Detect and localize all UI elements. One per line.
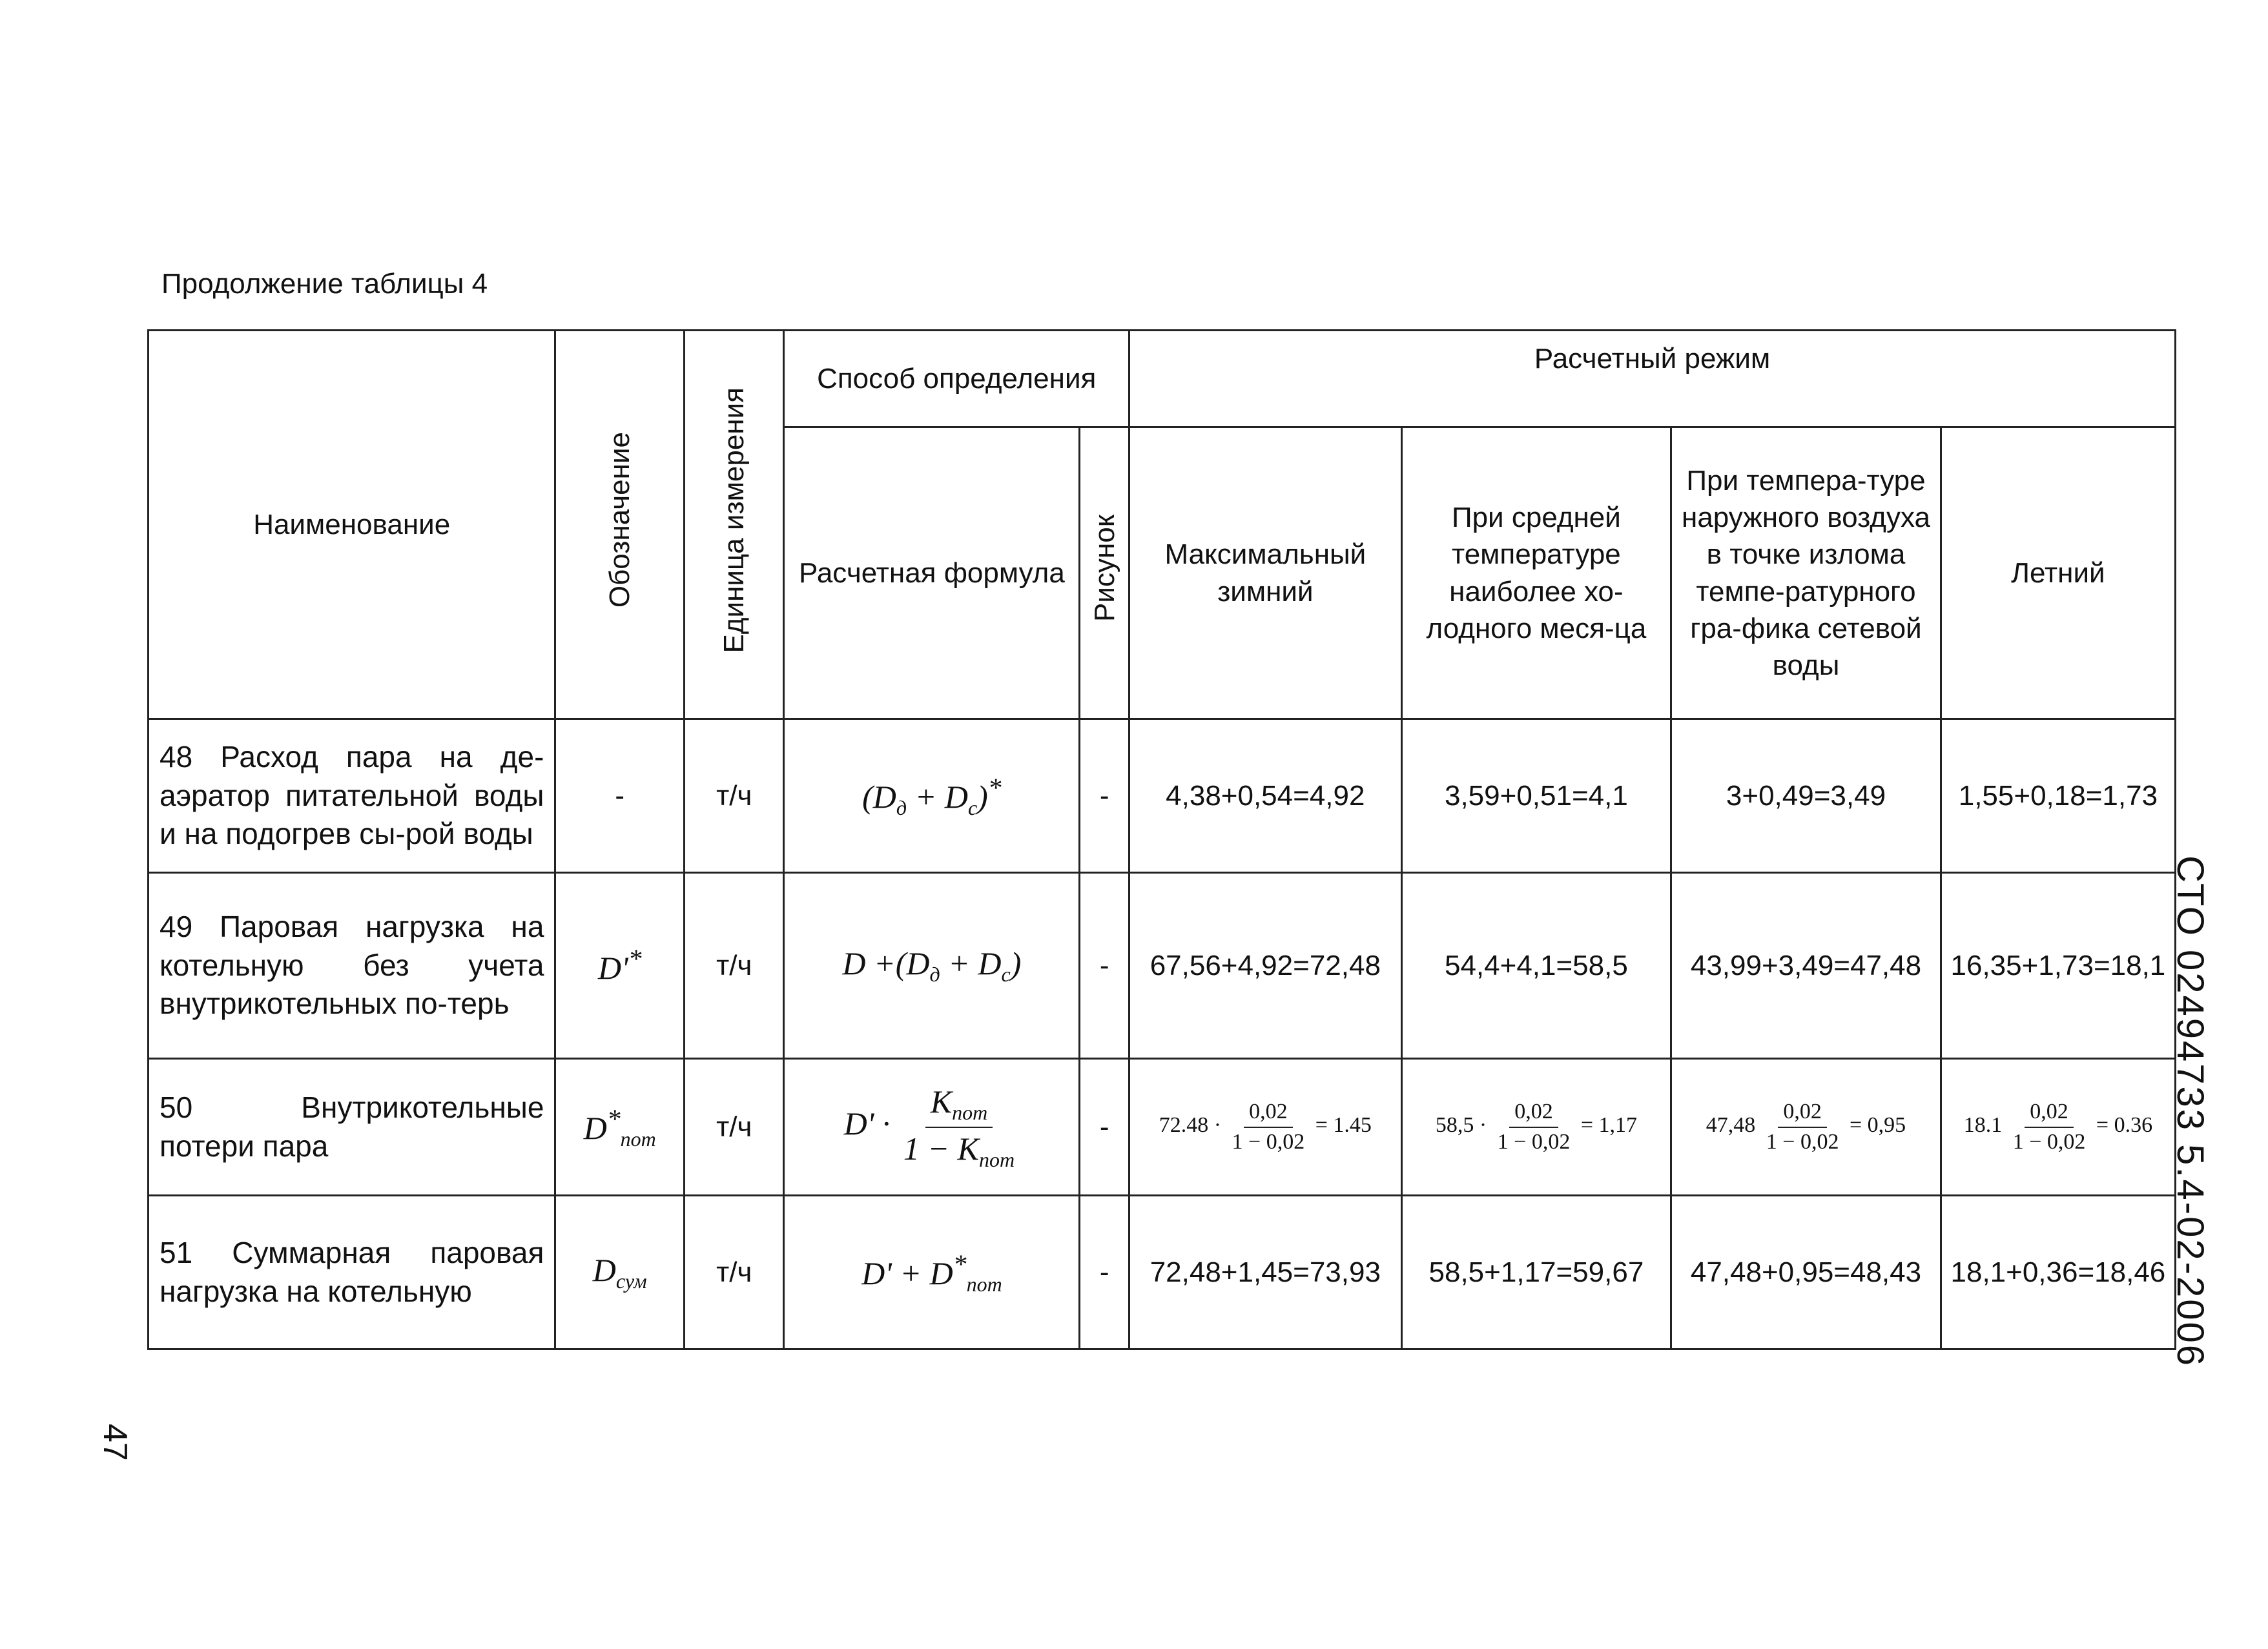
row-summer: 18.1 $\frac{0,02}{1 - 0,02}$ = 0.36: [1941, 1059, 2175, 1196]
header-unit: Единица измерения: [685, 331, 784, 719]
data-table: [147, 329, 2176, 1350]
header-break-point: При темпера-туре наружного воздуха в точке излома темпе-ратурного гра-фика сетевой воды: [1671, 427, 1941, 719]
row-name: 49 Паровая нагрузка на котельную без учета внутрикотельных по-терь: [149, 873, 555, 1059]
row-formula: D' · $\frac{K_{пот}}{1 - K_{пот}}$: [784, 1059, 1080, 1196]
row-designation: $D_{сум}$: [555, 1196, 685, 1349]
row-max-winter: 72,48+1,45=73,93: [1129, 1196, 1402, 1349]
table-row: [149, 719, 2176, 873]
row-break-point: 47,48 $\frac{0,02}{1 - 0,02}$ = 0,95: [1671, 1059, 1941, 1196]
row-cold-month: 3,59+0,51=4,1: [1401, 719, 1671, 873]
header-mode: Расчетный режим: [1129, 331, 2176, 427]
row-cold-month: 54,4+4,1=58,5: [1401, 873, 1671, 1059]
row-formula: $D +(D_д + D_c)$: [784, 873, 1080, 1059]
row-formula: $D' + D^*_{пот}$: [784, 1196, 1080, 1349]
row-break-point: 43,99+3,49=47,48: [1671, 873, 1941, 1059]
header-formula: Расчетная формула: [784, 427, 1080, 719]
row-designation: -: [555, 719, 685, 873]
row-cold-month: 58,5 · $\frac{0,02}{1 - 0,02}$ = 1,17: [1401, 1059, 1671, 1196]
page-number: 47: [96, 1424, 134, 1461]
row-name: 51 Суммарная паровая нагрузка на котельную: [149, 1196, 555, 1349]
row-summer: 16,35+1,73=18,1: [1941, 873, 2175, 1059]
header-cold-month: При средней температуре наиболее хо-лодного меся-ца: [1401, 427, 1671, 719]
table-caption: Продолжение таблицы 4: [161, 268, 488, 300]
row-designation: D'*: [555, 873, 685, 1059]
row-break-point: 3+0,49=3,49: [1671, 719, 1941, 873]
header-figure: Рисунок: [1080, 427, 1129, 719]
row-max-winter: 72.48 · $\frac{0,02}{1 - 0,02}$ = 1.45: [1129, 1059, 1402, 1196]
row-figure: -: [1080, 1059, 1129, 1196]
row-unit: т/ч: [685, 1059, 784, 1196]
header-method: Способ определения: [784, 331, 1129, 427]
row-cold-month: 58,5+1,17=59,67: [1401, 1196, 1671, 1349]
row-figure: -: [1080, 1196, 1129, 1349]
row-break-point: 47,48+0,95=48,43: [1671, 1196, 1941, 1349]
header-designation: Обозначение: [555, 331, 685, 719]
header-name: Наименование: [149, 331, 555, 719]
row-summer: 1,55+0,18=1,73: [1941, 719, 2175, 873]
row-unit: т/ч: [685, 1196, 784, 1349]
row-formula: $(D_д + D_c)^*$: [784, 719, 1080, 873]
row-unit: т/ч: [685, 719, 784, 873]
header-summer: Летний: [1941, 427, 2175, 719]
row-unit: т/ч: [685, 873, 784, 1059]
table-row: [149, 1059, 2176, 1196]
row-name: 48 Расход пара на де-аэратор питательной воды и на подогрев сы-рой воды: [149, 719, 555, 873]
row-figure: -: [1080, 719, 1129, 873]
document-code: СТО 02494733 5.4-02-2006: [2169, 855, 2211, 1367]
row-designation: $D^*_{пот}$: [555, 1059, 685, 1196]
row-max-winter: 67,56+4,92=72,48: [1129, 873, 1402, 1059]
table-row: [149, 873, 2176, 1059]
row-name: 50 Внутрикотельные потери пара: [149, 1059, 555, 1196]
row-summer: 18,1+0,36=18,46: [1941, 1196, 2175, 1349]
row-figure: -: [1080, 873, 1129, 1059]
table-row: [149, 1196, 2176, 1349]
row-max-winter: 4,38+0,54=4,92: [1129, 719, 1402, 873]
header-max-winter: Максимальный зимний: [1129, 427, 1402, 719]
